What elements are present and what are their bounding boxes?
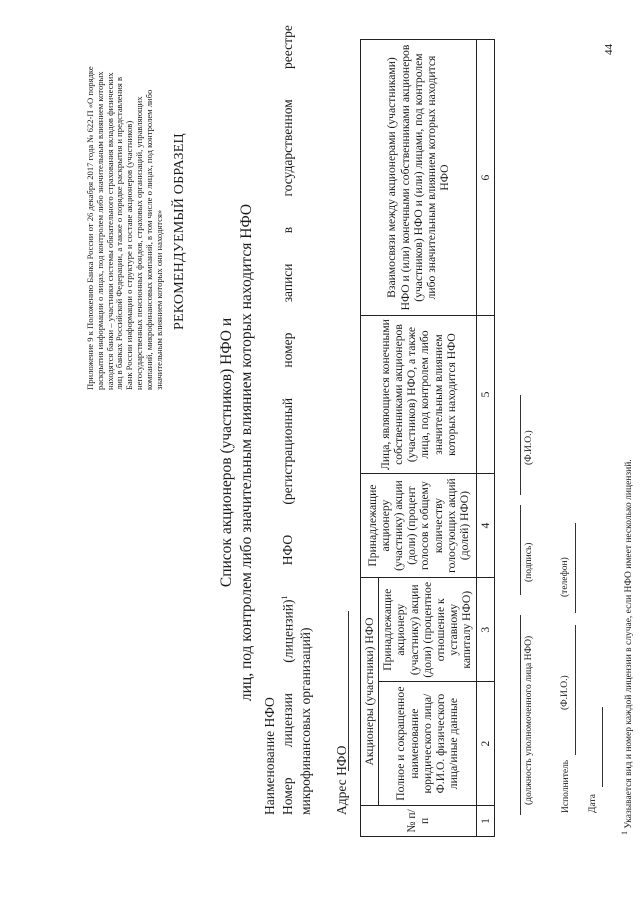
license-word-4: НФО (280, 534, 295, 566)
phone-caption: (телефон) (560, 557, 570, 597)
col-header-num: № п/п (361, 805, 477, 836)
mfo-label: микрофинансовых организаций) (298, 627, 313, 815)
license-word-6: номер (280, 332, 295, 368)
address-line (348, 611, 349, 771)
col-num-3: 3 (476, 578, 494, 682)
signature-caption: (подпись) (524, 542, 534, 582)
license-word-5: (регистрационный (280, 397, 295, 505)
address-label: Адрес НФО (334, 745, 349, 815)
shareholders-table (360, 39, 495, 837)
position-caption: (должность уполномоченного лица НФО) (524, 635, 534, 805)
col-header-2: Полное и сокращенное наименование юридического лица/Ф.И.О. физического лица/иные данные (379, 682, 476, 806)
col-header-5: Лица, являющиеся конечными собственниками акционеров (участников) НФО, а также лица, под контролем либо значительным влиянием которых находится НФО (361, 316, 477, 474)
col-header-6: Взаимосвязи между акционерами (участниками) НФО и (или) конечными собственниками акционеров (участников) НФО и (или) лицами, под контролем либо значительным влиянием которых находится НФО (361, 40, 477, 316)
date-label: Дата (588, 794, 598, 813)
page-title-line2: лиц, под контролем либо значительным влиянием которых находится НФО (238, 203, 255, 702)
signature-line (520, 505, 521, 595)
col-num-1: 1 (476, 805, 494, 836)
col-header-4: Принадлежащие акционеру (участнику) акции (доли) (процент голосов к общему количеству голосующих акций (долей) НФО) (361, 473, 477, 577)
fio-caption-2: (Ф.И.О.) (560, 675, 570, 710)
license-word-9: государственном (280, 99, 295, 197)
nfo-name-label: Наименование НФО (262, 697, 277, 815)
license-word-8: в (280, 226, 295, 234)
page-number: 44 (603, 44, 615, 55)
fio-caption-1: (Ф.И.О.) (524, 430, 534, 465)
executor-label: Исполнитель (561, 759, 571, 813)
footnote: $^1$ Указывается вид и номер каждой лицензии в случае, если НФО имеет несколько лицензий. (620, 459, 635, 835)
col-num-5: 5 (476, 316, 494, 474)
license-row (280, 25, 297, 815)
phone-line (575, 523, 576, 613)
license-word-2: лицензии (280, 693, 295, 748)
appendix-note: Приложение 9 к Положению Банка России от 26 декабря 2017 года № 622-П «О порядке раскрытия информации о лицах, под контролем либо значительным влиянием которых находятся банки – участники системы обязательного страхования вкладов физических лиц в банках Российской Федерации, а также о порядке раскрытия и представления в Банк России информации о структуре и составе акционеров (участников) негосударственных пенсионных фондов, страховых организаций, управляющих компаний, микрофинансовых компаний, в том числе о лицах, под контролем либо значительным влиянием которых они находятся» (85, 66, 164, 390)
page-title-line1: Список акционеров (участников) НФО и (218, 317, 235, 588)
position-line (520, 615, 521, 815)
fio-line-2 (575, 625, 576, 755)
license-word-10: реестре (280, 25, 295, 69)
date-line (602, 707, 603, 787)
col-num-2: 2 (476, 682, 494, 806)
col-num-6: 6 (476, 40, 494, 316)
license-word-1: Номер (280, 777, 295, 815)
license-word-3: (лицензий)$^1$ (280, 595, 296, 663)
recommended-sample-heading: РЕКОМЕНДУЕМЫЙ ОБРАЗЕЦ (172, 133, 187, 330)
license-word-7: записи (280, 263, 295, 303)
col-num-4: 4 (476, 473, 494, 577)
fio-line-1 (520, 395, 521, 495)
col-header-3: Принадлежащие акционеру (участнику) акции (доли) (процентное отношение к уставному капиталу НФО) (379, 578, 476, 682)
col-header-group: Акционеры (участники) НФО (361, 578, 379, 806)
